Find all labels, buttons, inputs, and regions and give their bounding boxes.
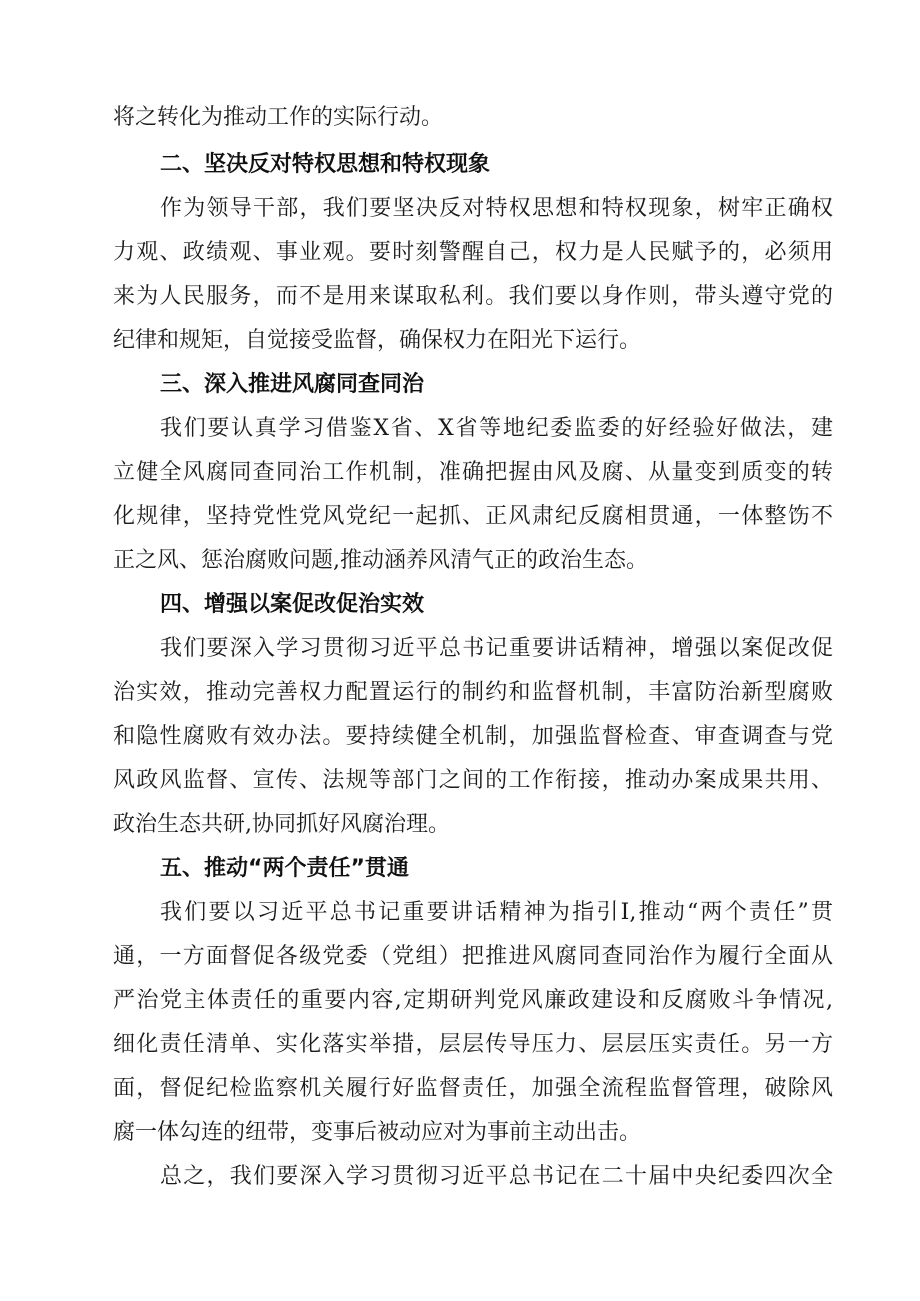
paragraph-line: 总之，我们要深入学习贯彻习近平总书记在二十届中央纪委四次全 — [160, 1164, 833, 1189]
paragraph-line: 细化责任清单、实化落实举措，层层传导压力、层层压实责任。另一方 — [113, 1032, 833, 1057]
section-heading: 五、推动“两个责任”贯通 — [160, 856, 409, 881]
paragraph-line: 化规律，坚持党性党风党纪一起抓、正风肃纪反腐相贯通，一体整饬不 — [113, 504, 833, 529]
paragraph-line: 严治党主体责任的重要内容,定期研判党风廉政建设和反腐败斗争情况, — [113, 988, 833, 1013]
paragraph-line: 来为人民服务，而不是用来谋取私利。我们要以身作则，带头遵守党的 — [113, 284, 833, 309]
paragraph-line: 治实效，推动完善权力配置运行的制约和监督机制，丰富防治新型腐败 — [113, 680, 833, 705]
paragraph-line: 纪律和规矩，自觉接受监督，确保权力在阳光下运行。 — [113, 328, 642, 353]
paragraph-line: 力观、政绩观、事业观。要时刻警醒自己，权力是人民赋予的，必须用 — [113, 240, 833, 265]
paragraph-line: 政治生态共研,协同抓好风腐治理。 — [113, 812, 450, 837]
paragraph-line: 作为领导干部，我们要坚决反对特权思想和特权现象，树牢正确权 — [160, 196, 833, 221]
section-heading: 四、增强以案促改促治实效 — [160, 592, 425, 617]
paragraph-line: 将之转化为推动工作的实际行动。 — [113, 105, 444, 130]
section-heading: 三、深入推进风腐同查同治 — [160, 372, 425, 397]
paragraph-line: 面，督促纪检监察机关履行好监督责任，加强全流程监督管理，破除风 — [113, 1076, 833, 1101]
paragraph-line: 我们要认真学习借鉴X省、X省等地纪委监委的好经验好做法，建 — [160, 416, 833, 441]
paragraph-line: 通，一方面督促各级党委（党组）把推进风腐同查同治作为履行全面从 — [113, 944, 833, 969]
paragraph-line: 和隐性腐败有效办法。要持续健全机制，加强监督检查、审查调查与党 — [113, 724, 833, 749]
section-heading: 二、坚决反对特权思想和特权现象 — [160, 152, 491, 177]
paragraph-line: 风政风监督、宣传、法规等部门之间的工作衔接，推动办案成果共用、 — [113, 768, 833, 793]
paragraph-line: 腐一体勾连的纽带，变事后被动应对为事前主动出击。 — [113, 1120, 642, 1145]
paragraph-line: 立健全风腐同查同治工作机制，准确把握由风及腐、从量变到质变的转 — [113, 460, 833, 485]
paragraph-line: 我们要深入学习贯彻习近平总书记重要讲话精神，增强以案促改促 — [160, 636, 833, 661]
paragraph-line: 我们要以习近平总书记重要讲话精神为指引I,推动“两个责任”贯 — [160, 900, 833, 925]
paragraph-line: 正之风、惩治腐败问题,推动涵养风清气正的政治生态。 — [113, 548, 648, 573]
